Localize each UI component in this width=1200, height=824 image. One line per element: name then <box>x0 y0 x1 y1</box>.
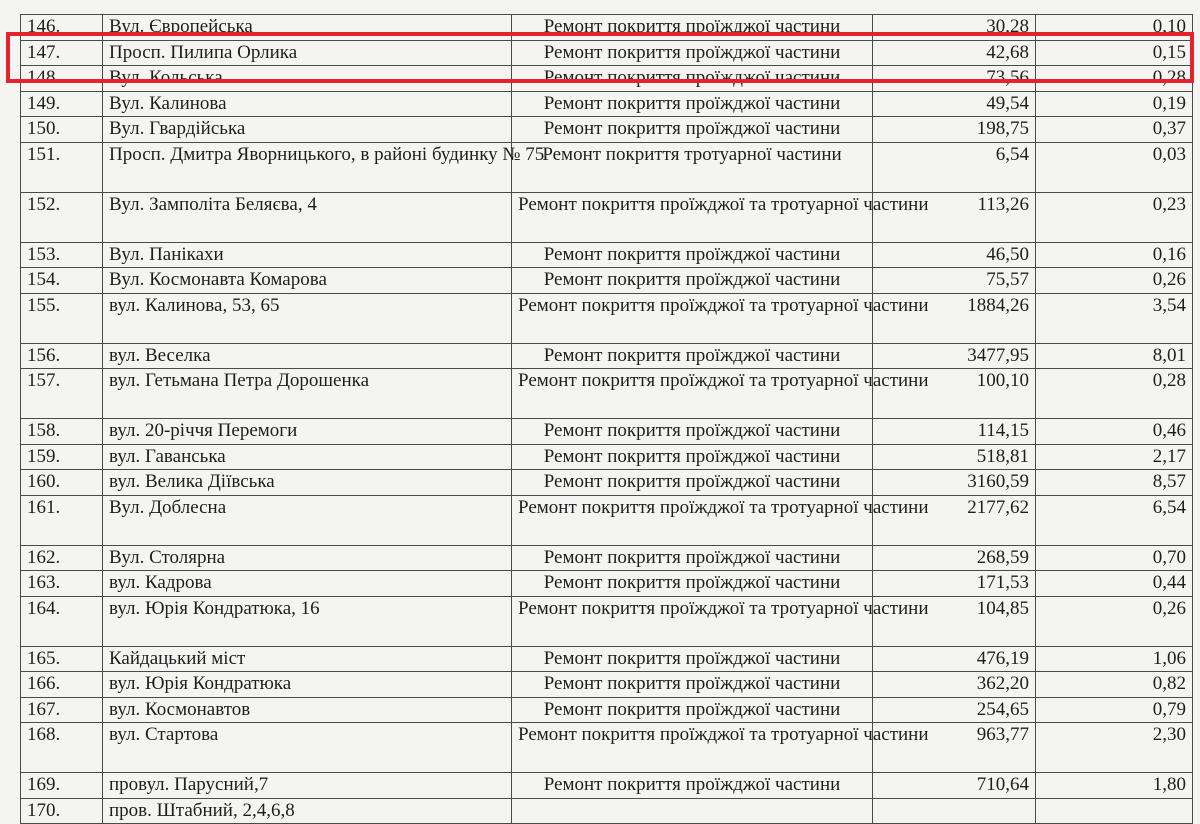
area-value: 113,26 <box>873 192 1036 242</box>
street-name: Вул. Столярна <box>103 545 512 571</box>
work-type: Ремонт покриття проїжджої частини <box>512 545 873 571</box>
street-name: вул. Веселка <box>103 343 512 369</box>
work-type: Ремонт покриття проїжджої частини <box>512 571 873 597</box>
cost-value: 8,57 <box>1036 470 1193 496</box>
row-number: 147. <box>21 40 103 66</box>
repair-table <box>20 14 1193 824</box>
work-type: Ремонт покриття проїжджої частини <box>512 444 873 470</box>
street-name: вул. Калинова, 53, 65 <box>103 293 512 343</box>
street-name: Вул. Доблесна <box>103 495 512 545</box>
row-number: 163. <box>21 571 103 597</box>
table-row <box>21 646 1193 672</box>
work-type: Ремонт покриття проїжджої частини <box>512 773 873 799</box>
work-type: Ремонт покриття проїжджої частини <box>512 343 873 369</box>
table-row <box>21 545 1193 571</box>
table-row <box>21 470 1193 496</box>
table-row <box>21 117 1193 143</box>
area-value: 362,20 <box>873 672 1036 698</box>
area-value: 30,28 <box>873 15 1036 41</box>
street-name: Кайдацький міст <box>103 646 512 672</box>
cost-value: 0,28 <box>1036 66 1193 92</box>
street-name: Вул. Гвардійська <box>103 117 512 143</box>
highlight-box <box>6 32 1194 83</box>
work-type: Ремонт покриття проїжджої та тротуарної частини <box>512 495 873 545</box>
area-value: 518,81 <box>873 444 1036 470</box>
street-name: Просп. Дмитра Яворницького, в районі будинку № 75 <box>103 142 512 192</box>
work-type: Ремонт покриття проїжджої частини <box>512 646 873 672</box>
area-value: 198,75 <box>873 117 1036 143</box>
cost-value: 0,28 <box>1036 369 1193 419</box>
table-row <box>21 343 1193 369</box>
cost-value: 3,54 <box>1036 293 1193 343</box>
row-number: 168. <box>21 723 103 773</box>
cost-value: 0,37 <box>1036 117 1193 143</box>
area-value: 2177,62 <box>873 495 1036 545</box>
street-name: Вул. Калинова <box>103 91 512 117</box>
area-value: 476,19 <box>873 646 1036 672</box>
work-type: Ремонт покриття проїжджої та тротуарної частини <box>512 723 873 773</box>
row-number: 148. <box>21 66 103 92</box>
area-value: 114,15 <box>873 419 1036 445</box>
cost-value: 0,26 <box>1036 268 1193 294</box>
area-value: 268,59 <box>873 545 1036 571</box>
cost-value: 1,06 <box>1036 646 1193 672</box>
table-row <box>21 444 1193 470</box>
street-name: пров. Штабний, 2,4,6,8 <box>103 798 512 824</box>
row-number: 157. <box>21 369 103 419</box>
row-number: 170. <box>21 798 103 824</box>
area-value: 963,77 <box>873 723 1036 773</box>
area-value: 104,85 <box>873 596 1036 646</box>
cost-value: 0,82 <box>1036 672 1193 698</box>
street-name: вул. Гаванська <box>103 444 512 470</box>
area-value <box>873 798 1036 824</box>
area-value: 6,54 <box>873 142 1036 192</box>
table-row <box>21 369 1193 419</box>
cost-value: 1,80 <box>1036 773 1193 799</box>
table-row <box>21 798 1193 824</box>
row-number: 150. <box>21 117 103 143</box>
work-type: Ремонт покриття проїжджої частини <box>512 40 873 66</box>
row-number: 160. <box>21 470 103 496</box>
table-row <box>21 723 1193 773</box>
area-value: 710,64 <box>873 773 1036 799</box>
work-type: Ремонт покриття проїжджої та тротуарної частини <box>512 293 873 343</box>
cost-value <box>1036 798 1193 824</box>
row-number: 153. <box>21 242 103 268</box>
table-row <box>21 419 1193 445</box>
work-type: Ремонт покриття проїжджої та тротуарної частини <box>512 192 873 242</box>
area-value: 171,53 <box>873 571 1036 597</box>
street-name: Просп. Пилипа Орлика <box>103 40 512 66</box>
table-row <box>21 672 1193 698</box>
street-name: вул. 20-річчя Перемоги <box>103 419 512 445</box>
cost-value: 0,19 <box>1036 91 1193 117</box>
area-value: 254,65 <box>873 697 1036 723</box>
table-row <box>21 293 1193 343</box>
row-number: 152. <box>21 192 103 242</box>
area-value: 1884,26 <box>873 293 1036 343</box>
street-name: вул. Кадрова <box>103 571 512 597</box>
cost-value: 0,23 <box>1036 192 1193 242</box>
table-row <box>21 242 1193 268</box>
work-type: Ремонт покриття проїжджої частини <box>512 117 873 143</box>
street-name: Вул. Панікахи <box>103 242 512 268</box>
row-number: 146. <box>21 15 103 41</box>
cost-value: 8,01 <box>1036 343 1193 369</box>
work-type: Ремонт покриття тротуарної частини <box>512 142 873 192</box>
row-number: 165. <box>21 646 103 672</box>
table-row <box>21 773 1193 799</box>
cost-value: 0,26 <box>1036 596 1193 646</box>
work-type: Ремонт покриття проїжджої частини <box>512 242 873 268</box>
street-name: вул. Юрія Кондратюка <box>103 672 512 698</box>
street-name: вул. Велика Діївська <box>103 470 512 496</box>
street-name: провул. Парусний,7 <box>103 773 512 799</box>
row-number: 164. <box>21 596 103 646</box>
work-type: Ремонт покриття проїжджої та тротуарної частини <box>512 596 873 646</box>
area-value: 42,68 <box>873 40 1036 66</box>
area-value: 75,57 <box>873 268 1036 294</box>
cost-value: 0,15 <box>1036 40 1193 66</box>
street-name: Вул. Замполіта Беляєва, 4 <box>103 192 512 242</box>
cost-value: 0,44 <box>1036 571 1193 597</box>
cost-value: 6,54 <box>1036 495 1193 545</box>
street-name: Вул. Європейська <box>103 15 512 41</box>
row-number: 151. <box>21 142 103 192</box>
cost-value: 0,46 <box>1036 419 1193 445</box>
cost-value: 2,17 <box>1036 444 1193 470</box>
work-type: Ремонт покриття проїжджої частини <box>512 91 873 117</box>
row-number: 154. <box>21 268 103 294</box>
table-row <box>21 91 1193 117</box>
row-number: 169. <box>21 773 103 799</box>
area-value: 3477,95 <box>873 343 1036 369</box>
row-number: 156. <box>21 343 103 369</box>
row-number: 155. <box>21 293 103 343</box>
cost-value: 0,16 <box>1036 242 1193 268</box>
row-number: 166. <box>21 672 103 698</box>
table-row <box>21 697 1193 723</box>
work-type: Ремонт покриття проїжджої частини <box>512 66 873 92</box>
work-type: Ремонт покриття проїжджої частини <box>512 470 873 496</box>
cost-value: 0,70 <box>1036 545 1193 571</box>
cost-value: 0,79 <box>1036 697 1193 723</box>
table-row <box>21 268 1193 294</box>
row-number: 149. <box>21 91 103 117</box>
row-number: 158. <box>21 419 103 445</box>
row-number: 167. <box>21 697 103 723</box>
table-row <box>21 192 1193 242</box>
work-type: Ремонт покриття проїжджої частини <box>512 672 873 698</box>
cost-value: 0,03 <box>1036 142 1193 192</box>
table-row <box>21 142 1193 192</box>
area-value: 49,54 <box>873 91 1036 117</box>
table-row <box>21 596 1193 646</box>
table-row <box>21 495 1193 545</box>
work-type: Ремонт покриття проїжджої частини <box>512 697 873 723</box>
table-body <box>21 15 1193 824</box>
street-name: Вул. Кольська <box>103 66 512 92</box>
work-type: Ремонт покриття проїжджої частини <box>512 15 873 41</box>
street-name: вул. Юрія Кондратюка, 16 <box>103 596 512 646</box>
row-number: 159. <box>21 444 103 470</box>
row-number: 161. <box>21 495 103 545</box>
table-row <box>21 571 1193 597</box>
area-value: 100,10 <box>873 369 1036 419</box>
area-value: 46,50 <box>873 242 1036 268</box>
work-type <box>512 798 873 824</box>
cost-value: 0,10 <box>1036 15 1193 41</box>
street-name: вул. Космонавтов <box>103 697 512 723</box>
area-value: 3160,59 <box>873 470 1036 496</box>
area-value: 73,56 <box>873 66 1036 92</box>
work-type: Ремонт покриття проїжджої та тротуарної частини <box>512 369 873 419</box>
street-name: вул. Стартова <box>103 723 512 773</box>
row-number: 162. <box>21 545 103 571</box>
street-name: Вул. Космонавта Комарова <box>103 268 512 294</box>
cost-value: 2,30 <box>1036 723 1193 773</box>
work-type: Ремонт покриття проїжджої частини <box>512 268 873 294</box>
street-name: вул. Гетьмана Петра Дорошенка <box>103 369 512 419</box>
work-type: Ремонт покриття проїжджої частини <box>512 419 873 445</box>
